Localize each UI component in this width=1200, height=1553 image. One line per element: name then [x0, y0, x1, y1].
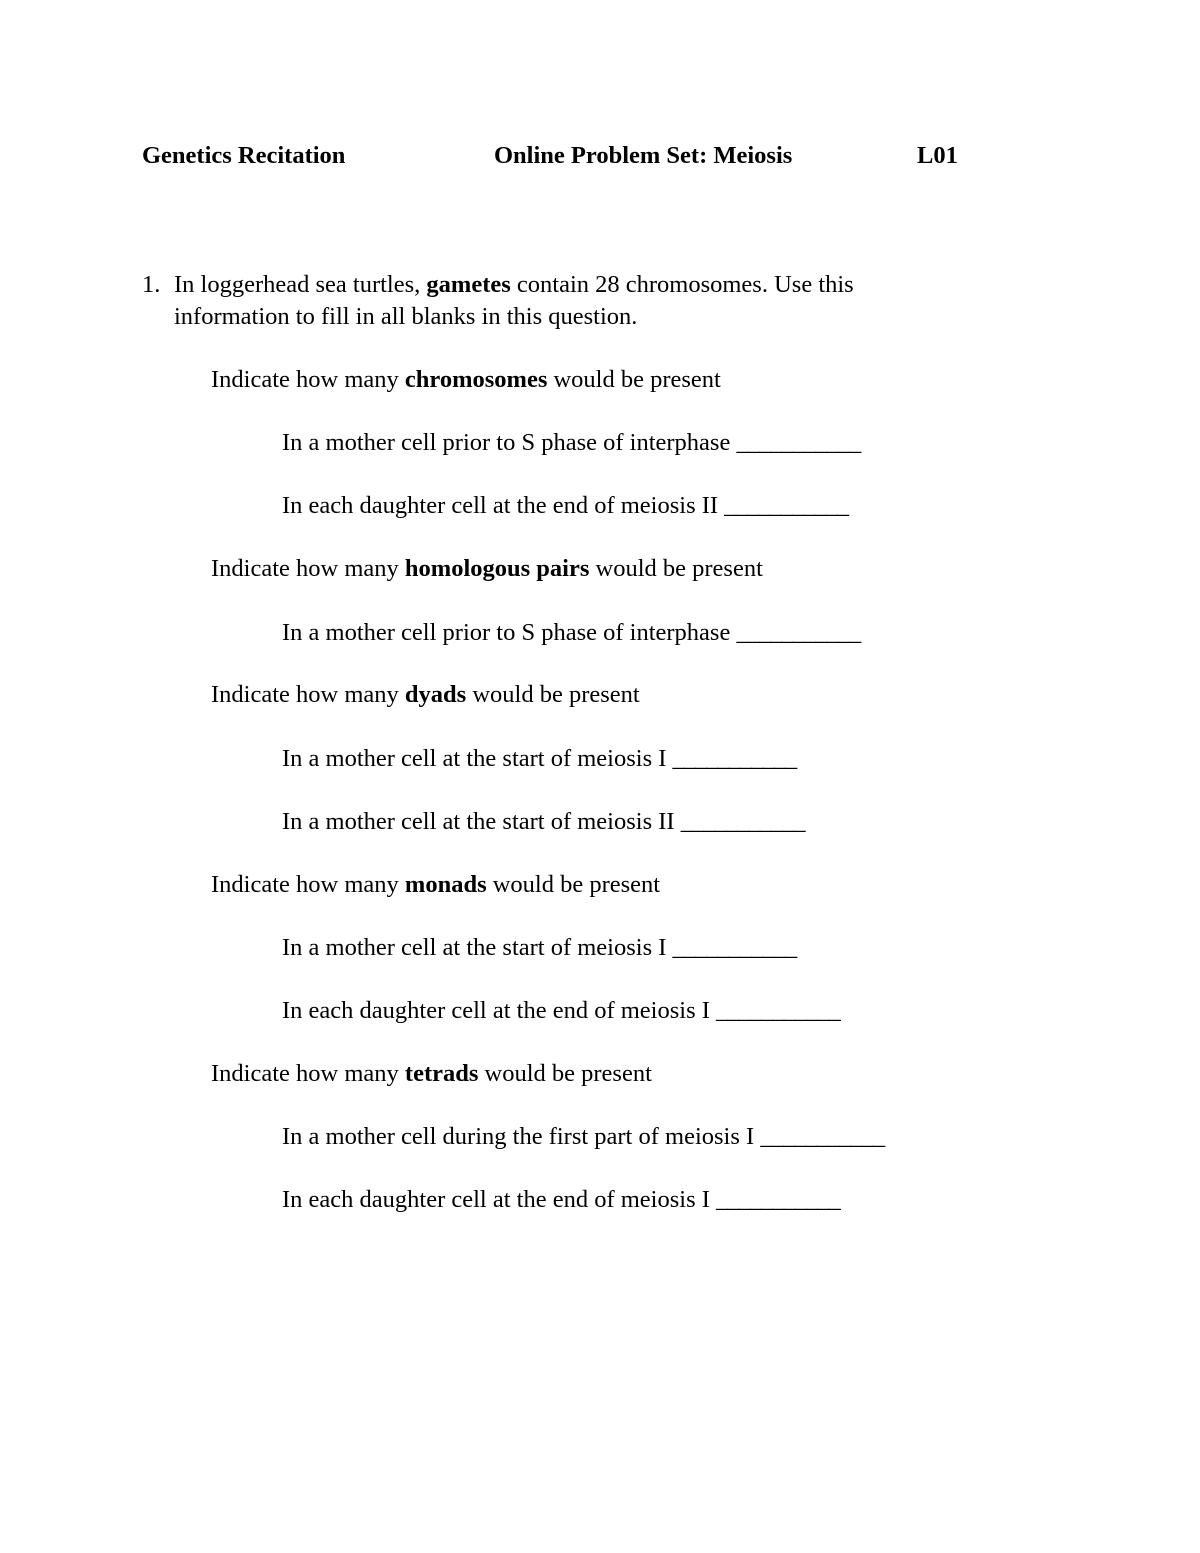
- fill-item: [282, 932, 796, 964]
- prompt-text: Indicate how many: [211, 366, 405, 393]
- section-prompt-chromosomes: [211, 364, 721, 396]
- prompt-keyword: dyads: [404, 681, 467, 708]
- fill-item: [282, 427, 860, 459]
- section-prompt-dyads: [211, 679, 640, 711]
- prompt-text-end: would be present: [589, 555, 763, 582]
- item-text: In a mother cell at the start of meiosis I: [282, 745, 667, 772]
- answer-blank[interactable]: ___________: [716, 997, 840, 1024]
- document-header: [0, 142, 1200, 176]
- answer-blank[interactable]: ___________: [716, 1186, 840, 1213]
- fill-item: [282, 995, 840, 1027]
- section-prompt-monads: [211, 869, 660, 901]
- intro-text-rest: contain 28 chromosomes. Use this: [510, 271, 854, 298]
- prompt-text: Indicate how many: [211, 555, 405, 582]
- fill-item: [282, 743, 796, 775]
- prompt-keyword: homologous pairs: [404, 555, 590, 582]
- prompt-text: Indicate how many: [211, 1060, 405, 1087]
- prompt-text-end: would be present: [486, 871, 661, 898]
- prompt-keyword: tetrads: [404, 1060, 479, 1087]
- answer-blank[interactable]: ___________: [672, 934, 797, 961]
- item-text: In each daughter cell at the end of meiosis I: [282, 1186, 710, 1213]
- prompt-text: Indicate how many: [211, 871, 405, 898]
- fill-item: [282, 617, 860, 649]
- answer-blank[interactable]: ___________: [736, 429, 861, 456]
- prompt-text-end: would be present: [478, 1060, 652, 1087]
- item-text: In a mother cell at the start of meiosis I: [282, 934, 667, 961]
- fill-item: [282, 1184, 840, 1216]
- item-text: In a mother cell at the start of meiosis II: [282, 808, 675, 835]
- answer-blank[interactable]: ___________: [724, 492, 848, 519]
- question-number: 1.: [142, 271, 161, 298]
- answer-blank[interactable]: ___________: [680, 808, 805, 835]
- prompt-keyword: chromosomes: [404, 366, 548, 393]
- course-title: Genetics Recitation: [142, 142, 346, 169]
- intro-keyword: gametes: [426, 271, 511, 298]
- item-text: In each daughter cell at the end of meiosis II: [282, 492, 719, 519]
- fill-item: [282, 490, 848, 522]
- item-text: In each daughter cell at the end of meiosis I: [282, 997, 710, 1024]
- section-prompt-homologous-pairs: [211, 553, 763, 585]
- fill-item: [282, 806, 804, 838]
- item-text: In a mother cell during the first part of meiosis I: [282, 1123, 755, 1150]
- prompt-text: Indicate how many: [211, 681, 405, 708]
- answer-blank[interactable]: ___________: [760, 1123, 885, 1150]
- answer-blank[interactable]: ___________: [672, 745, 797, 772]
- question-intro: [174, 269, 994, 333]
- item-text: In a mother cell prior to S phase of interphase: [282, 429, 731, 456]
- section-code: L01: [917, 142, 958, 169]
- prompt-text-end: would be present: [547, 366, 721, 393]
- problem-set-title: Online Problem Set: Meiosis: [494, 142, 793, 169]
- item-text: In a mother cell prior to S phase of interphase: [282, 619, 731, 646]
- answer-blank[interactable]: ___________: [736, 619, 861, 646]
- intro-text-line2: information to fill in all blanks in this question.: [174, 303, 638, 330]
- prompt-keyword: monads: [404, 871, 487, 898]
- section-prompt-tetrads: [211, 1058, 652, 1090]
- fill-item: [282, 1121, 884, 1153]
- prompt-text-end: would be present: [466, 681, 640, 708]
- intro-text-start: In loggerhead sea turtles,: [174, 271, 427, 298]
